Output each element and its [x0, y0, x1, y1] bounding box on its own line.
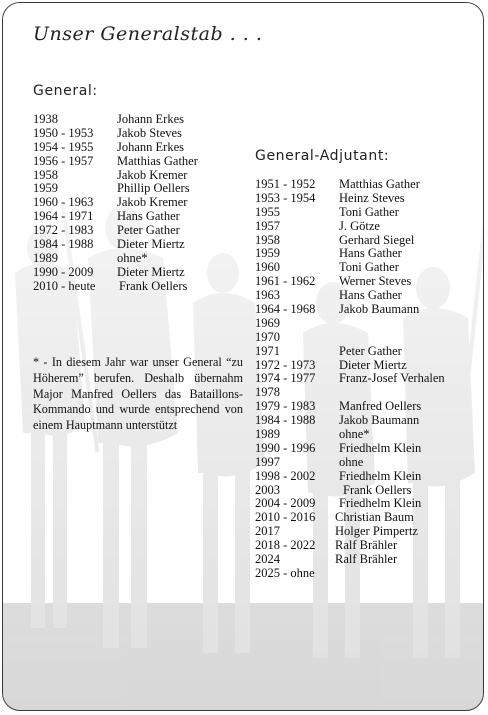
general-name: Jakob Kremer — [117, 167, 188, 182]
adjutant-name: Ralf Brähler — [335, 552, 398, 567]
general-name: ohne* — [117, 250, 148, 265]
general-name: Dieter Miertz — [117, 264, 185, 279]
adjutant-heading: General-Adjutant: — [255, 148, 390, 164]
adjutant-years: 1959 — [255, 246, 280, 261]
general-years: 1972 - 1983 — [33, 223, 94, 238]
adjutant-name: Ralf Brähler — [335, 538, 398, 553]
adjutant-name: Werner Steves — [339, 274, 412, 289]
adjutant-years: 2010 - 2016 — [255, 510, 316, 525]
adjutant-years: 2018 - 2022 — [255, 538, 316, 553]
adjutant-years: 2024 — [255, 552, 280, 567]
adjutant-name: Friedhelm Klein — [339, 468, 422, 483]
general-years: 1959 — [33, 181, 58, 196]
adjutant-years: 1960 — [255, 260, 280, 275]
adjutant-years: 1984 - 1988 — [255, 413, 316, 428]
adjutant-name: ohne — [339, 454, 364, 469]
adjutant-name: Frank Oellers — [343, 482, 412, 497]
adjutant-years: 1951 - 1952 — [255, 177, 316, 191]
adjutant-years: 1955 — [255, 204, 280, 219]
adjutant-years: 2017 — [255, 524, 280, 539]
general-name: Jakob Steves — [117, 125, 182, 140]
adjutant-name: ohne* — [339, 427, 370, 442]
adjutant-name: Peter Gather — [339, 343, 402, 358]
adjutant-name: Matthias Gather — [339, 177, 420, 191]
general-name: Phillip Oellers — [117, 181, 190, 196]
adjutant-name: Christian Baum — [335, 510, 414, 525]
adjutant-years: 1998 - 2002 — [255, 468, 316, 483]
adjutant-name: Holger Pimpertz — [335, 524, 418, 539]
general-years: 1938 — [33, 112, 58, 126]
general-years: 1958 — [33, 167, 58, 182]
general-name: Hans Gather — [117, 209, 180, 224]
adjutant-name: Hans Gather — [339, 246, 402, 261]
general-years: 1956 - 1957 — [33, 153, 94, 168]
general-years: 1964 - 1971 — [33, 209, 94, 224]
adjutant-years: 1964 - 1968 — [255, 302, 316, 317]
general-name: Peter Gather — [117, 223, 180, 238]
adjutant-years: 1978 — [255, 385, 280, 400]
adjutant-name: Gerhard Siegel — [339, 232, 415, 247]
general-years: 1954 - 1955 — [33, 139, 94, 154]
adjutant-name: Toni Gather — [339, 204, 399, 219]
general-years: 1990 - 2009 — [33, 264, 94, 279]
adjutant-years: 1953 - 1954 — [255, 190, 316, 205]
general-name: Johann Erkes — [117, 112, 184, 126]
general-heading: General: — [33, 83, 98, 99]
adjutant-years: 1957 — [255, 218, 280, 233]
adjutant-years: 1979 - 1983 — [255, 399, 316, 414]
adjutant-name: Jakob Baumann — [339, 302, 420, 317]
general-name: Johann Erkes — [117, 139, 184, 154]
adjutant-name: Hans Gather — [339, 288, 402, 303]
adjutant-years: 2003 — [255, 482, 280, 497]
general-years: 2010 - heute — [33, 278, 96, 293]
general-years: 1989 — [33, 250, 58, 265]
adjutant-years: 2025 - ohne — [255, 565, 315, 580]
adjutant-name: Friedhelm Klein — [339, 440, 422, 455]
adjutant-name: Manfred Oellers — [339, 399, 422, 414]
adjutant-years: 1961 - 1962 — [255, 274, 316, 289]
adjutant-years: 2004 - 2009 — [255, 496, 316, 511]
adjutant-name: Franz-Josef Verhalen — [339, 371, 445, 386]
adjutant-years: 1972 - 1973 — [255, 357, 316, 372]
general-name: Matthias Gather — [117, 153, 198, 168]
footnote: * - In diesem Jahr war unser General “zu Höherem” berufen. Deshalb übernahm Major Manfred Oellers das Bataillons-Kommando und wurde entsprechend von einem Hauptmann unterstützt — [33, 355, 243, 433]
adjutant-years: 1997 — [255, 454, 280, 469]
adjutant-years: 1989 — [255, 427, 280, 442]
adjutant-name: Jakob Baumann — [339, 413, 420, 428]
general-years: 1984 - 1988 — [33, 237, 94, 252]
adjutant-name: Friedhelm Klein — [339, 496, 422, 511]
general-years: 1960 - 1963 — [33, 195, 94, 210]
adjutant-name: Dieter Miertz — [339, 357, 407, 372]
general-name: Frank Oellers — [119, 278, 188, 293]
page-title: Unser Generalstab . . . — [33, 23, 263, 45]
adjutant-years: 1958 — [255, 232, 280, 247]
adjutant-years: 1971 — [255, 343, 280, 358]
adjutant-name: Toni Gather — [339, 260, 399, 275]
adjutant-name: J. Götze — [339, 218, 380, 233]
adjutant-years: 1974 - 1977 — [255, 371, 316, 386]
adjutant-years: 1963 — [255, 288, 280, 303]
adjutant-name: Heinz Steves — [339, 190, 405, 205]
general-name: Dieter Miertz — [117, 237, 185, 252]
general-name: Jakob Kremer — [117, 195, 188, 210]
card-frame — [2, 2, 484, 711]
general-years: 1950 - 1953 — [33, 125, 94, 140]
adjutant-years: 1990 - 1996 — [255, 440, 316, 455]
adjutant-years: 1969 — [255, 315, 280, 330]
adjutant-years: 1970 — [255, 329, 280, 344]
